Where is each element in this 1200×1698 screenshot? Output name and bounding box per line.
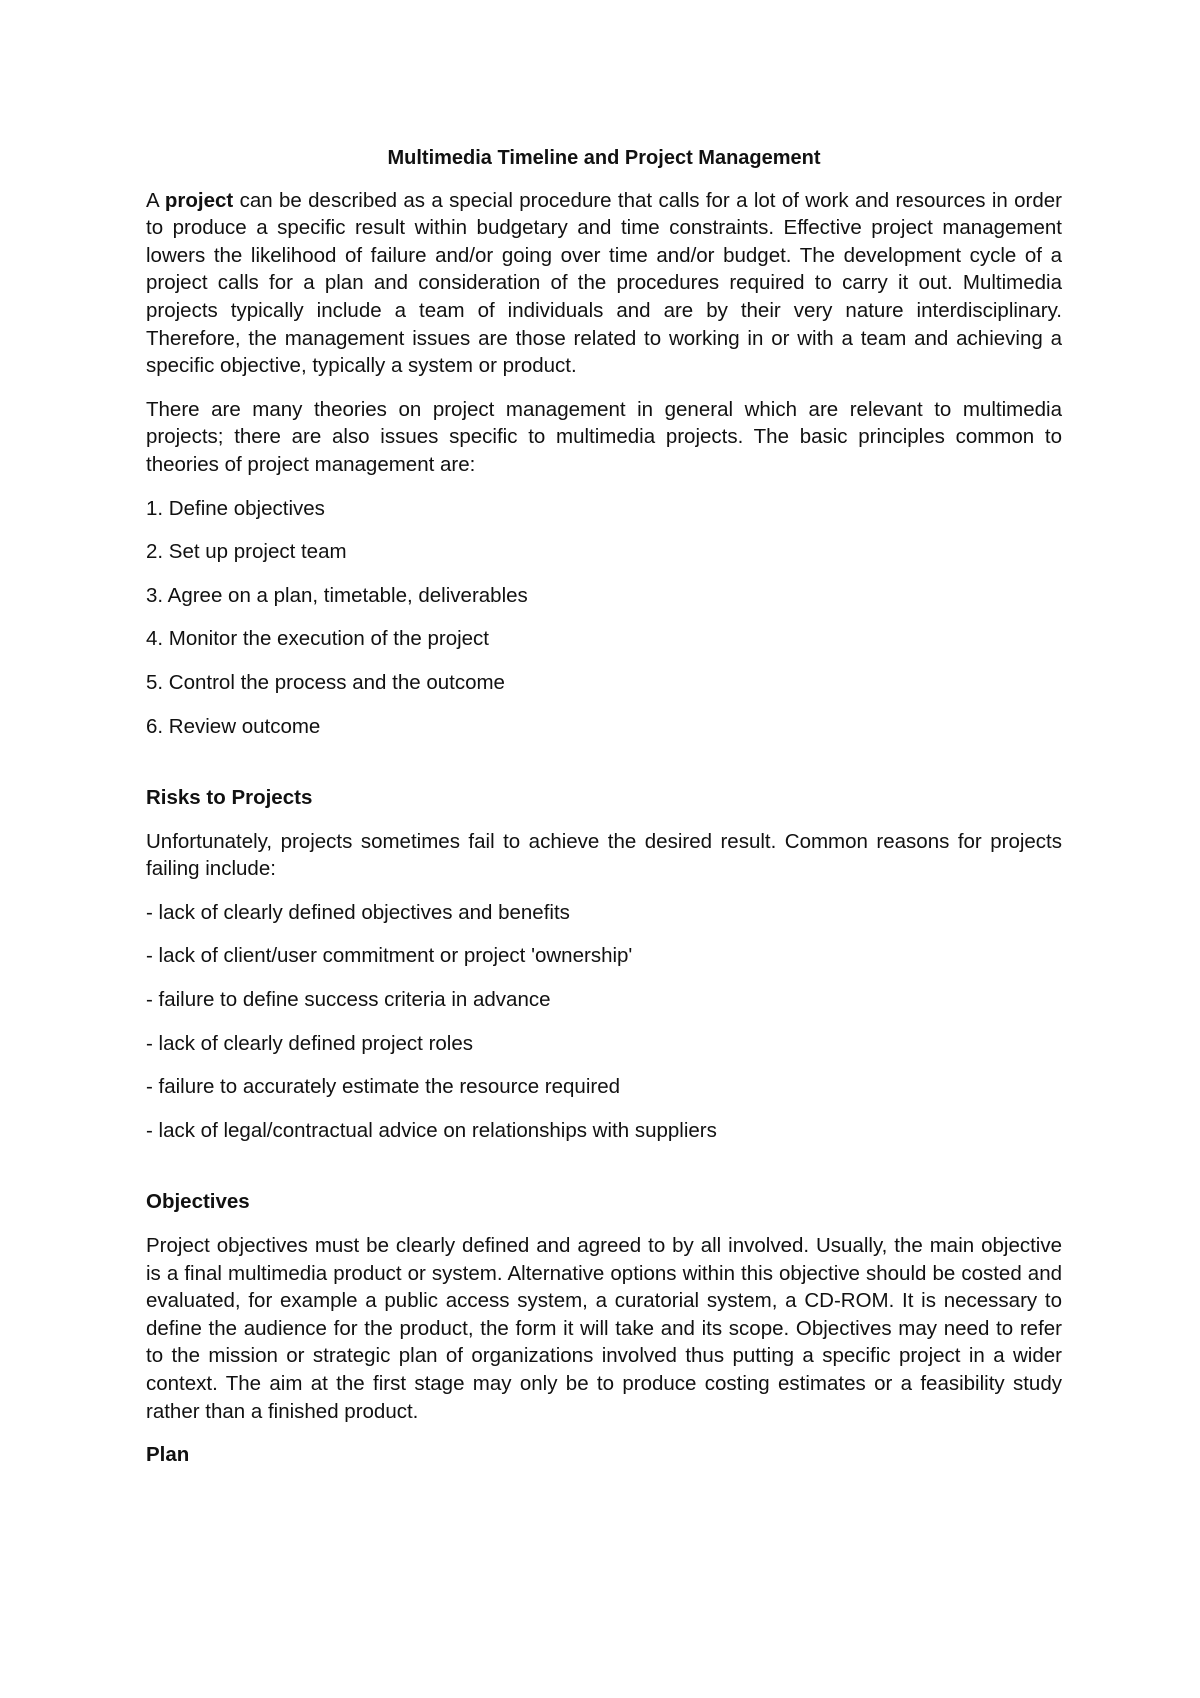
principle-item: 6. Review outcome <box>146 714 321 738</box>
theories-paragraph: There are many theories on project management in general which are relevant to multimedia projects; there are also issues specific to multimedia projects. The basic principles common to theories of project management are: <box>146 397 1062 476</box>
risk-item: - failure to accurately estimate the resource required <box>146 1075 621 1099</box>
principle-item: 4. Monitor the execution of the project <box>146 627 490 651</box>
risks-intro: Unfortunately, projects sometimes fail to achieve the desired result. Common reasons for projects failing include: <box>146 829 1062 881</box>
objectives-heading: Objectives <box>146 1190 250 1214</box>
risk-item: - lack of legal/contractual advice on relationships with suppliers <box>146 1118 717 1142</box>
section-spacer <box>146 756 1062 784</box>
principle-item: 2. Set up project team <box>146 540 347 564</box>
objectives-paragraph: Project objectives must be clearly defined and agreed to by all involved. Usually, the main objective is a final multimedia product or system. Alternative options within this objective should be costed and evaluated, for example a public access system, a curatorial system, a CD-ROM. It is necessary to define the audience for the product, the form it will take and its scope. Objectives may need to refer to the mission or strategic plan of organizations involved thus putting a specific project in a wider context. The aim at the first stage may only be to produce costing estimates or a feasibility study rather than a finished product. <box>146 1234 1062 1423</box>
document-page <box>146 145 1062 1485</box>
intro-lead: A <box>146 188 165 212</box>
risks-heading: Risks to Projects <box>146 786 313 810</box>
document-title: Multimedia Timeline and Project Management <box>387 147 821 169</box>
risk-item: - lack of clearly defined project roles <box>146 1031 474 1055</box>
principles-list <box>146 495 1062 741</box>
plan-heading: Plan <box>146 1443 190 1467</box>
intro-rest: can be described as a special procedure that calls for a lot of work and resources in order to produce a specific result within budgetary and time constraints. Effective project management lowers the likelihood of failure and/or going over time and/or budget. The development cycle of a project calls for a plan and consideration of the procedures required to carry it out. Multimedia projects typically include a team of individuals and are by their very nature interdisciplinary. Therefore, the management issues are those related to working in or with a team and achieving a specific objective, typically a system or product. <box>146 188 1062 378</box>
risk-item: - failure to define success criteria in advance <box>146 988 551 1012</box>
section-spacer <box>146 1160 1062 1188</box>
principle-item: 3. Agree on a plan, timetable, deliverables <box>146 583 528 607</box>
intro-bold-term: project <box>164 188 234 212</box>
intro-paragraph <box>146 187 1062 380</box>
principle-item: 5. Control the process and the outcome <box>146 670 505 694</box>
risks-list <box>146 899 1062 1145</box>
principle-item: 1. Define objectives <box>146 496 325 520</box>
risk-item: - lack of client/user commitment or project 'ownership' <box>146 944 633 968</box>
risk-item: - lack of clearly defined objectives and benefits <box>146 900 570 924</box>
